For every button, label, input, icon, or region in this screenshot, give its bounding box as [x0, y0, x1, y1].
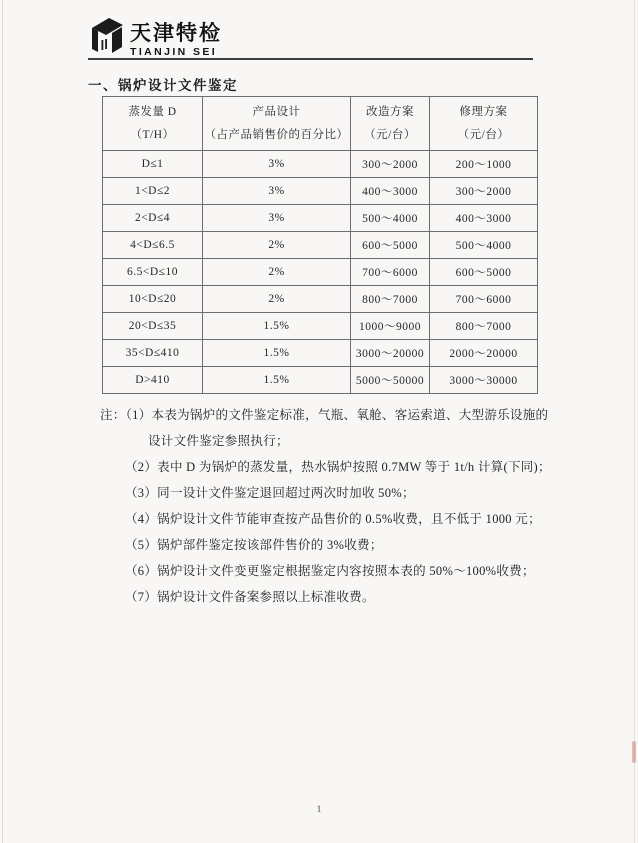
table-row — [103, 259, 538, 286]
cell-repair-fee: 500～4000 — [430, 232, 538, 259]
notes-label: 注： — [100, 408, 126, 422]
col-header-repair-plan: 修理方案 （元/台） — [430, 97, 538, 151]
logo-name-en: TIANJIN SEI — [130, 46, 218, 58]
note-line-4 — [125, 506, 570, 532]
cell-renovation-fee: 300～2000 — [351, 151, 430, 178]
col-header-evaporation: 蒸发量 D （T/H） — [103, 97, 203, 151]
cell-evaporation-range: 35<D≤410 — [103, 340, 203, 367]
note-number: （4） — [125, 512, 158, 526]
cell-product-design-pct: 2% — [203, 259, 351, 286]
note-line-3 — [125, 480, 570, 506]
cell-renovation-fee: 700～6000 — [351, 259, 430, 286]
table-row — [103, 232, 538, 259]
table-header-row — [103, 97, 538, 151]
scan-edge-left — [2, 0, 3, 843]
cell-product-design-pct: 3% — [203, 205, 351, 232]
note-number: （3） — [125, 486, 158, 500]
cell-renovation-fee: 5000～50000 — [351, 367, 430, 394]
cell-product-design-pct: 2% — [203, 286, 351, 313]
cell-product-design-pct: 1.5% — [203, 313, 351, 340]
logo-text — [130, 16, 222, 58]
table-row — [103, 178, 538, 205]
table-row — [103, 205, 538, 232]
red-ink-smudge — [632, 741, 636, 763]
note-text: 锅炉设计文件备案参照以上标准收费。 — [157, 590, 375, 604]
cell-repair-fee: 3000～30000 — [430, 367, 538, 394]
cell-renovation-fee: 800～7000 — [351, 286, 430, 313]
cell-renovation-fee: 500～4000 — [351, 205, 430, 232]
col-header-product-design: 产品设计 （占产品销售价的百分比） — [203, 97, 351, 151]
logo-name-cn: 天津特检 — [130, 22, 222, 45]
cell-product-design-pct: 3% — [203, 151, 351, 178]
cell-product-design-pct: 2% — [203, 232, 351, 259]
cell-repair-fee: 400～3000 — [430, 205, 538, 232]
note-number: （5） — [125, 538, 158, 552]
table-row — [103, 340, 538, 367]
notes-section — [100, 402, 570, 610]
table-row — [103, 286, 538, 313]
boiler-design-fee-table — [102, 96, 538, 394]
tianjin-sei-logo — [88, 16, 222, 58]
note-line-2 — [125, 454, 570, 480]
col-header-renovation-plan: 改造方案 （元/台） — [351, 97, 430, 151]
cell-evaporation-range: 1<D≤2 — [103, 178, 203, 205]
note-text: 本表为锅炉的文件鉴定标准，气瓶、氧舱、客运索道、大型游乐设施的 — [151, 408, 549, 422]
cell-evaporation-range: 6.5<D≤10 — [103, 259, 203, 286]
note-line-1 — [100, 402, 570, 428]
note-line-5 — [125, 532, 570, 558]
cell-renovation-fee: 3000～20000 — [351, 340, 430, 367]
page-number: 1 — [316, 805, 322, 815]
note-line-6 — [125, 558, 570, 584]
cell-evaporation-range: 4<D≤6.5 — [103, 232, 203, 259]
note-line-1-continued — [148, 428, 570, 454]
cell-renovation-fee: 600～5000 — [351, 232, 430, 259]
tianjin-sei-cube-icon — [88, 16, 126, 58]
cell-evaporation-range: D>410 — [103, 367, 203, 394]
cell-evaporation-range: 10<D≤20 — [103, 286, 203, 313]
header-rule — [88, 58, 533, 60]
note-number: （2） — [125, 460, 158, 474]
section-heading: 一、锅炉设计文件鉴定 — [88, 78, 238, 93]
cell-repair-fee: 300～2000 — [430, 178, 538, 205]
cell-repair-fee: 2000～20000 — [430, 340, 538, 367]
note-text: 表中 D 为锅炉的蒸发量，热水锅炉按照 0.7MW 等于 1t/h 计算(下同)； — [157, 460, 551, 474]
cell-product-design-pct: 1.5% — [203, 340, 351, 367]
note-text: 设计文件鉴定参照执行； — [148, 434, 289, 448]
note-text: 锅炉部件鉴定按该部件售价的 3%收费； — [157, 538, 383, 552]
cell-repair-fee: 600～5000 — [430, 259, 538, 286]
cell-renovation-fee: 1000～9000 — [351, 313, 430, 340]
note-text: 锅炉设计文件节能审查按产品售价的 0.5%收费，且不低于 1000 元； — [157, 512, 541, 526]
note-text: 锅炉设计文件变更鉴定根据鉴定内容按照本表的 50%～100%收费； — [157, 564, 535, 578]
cell-repair-fee: 800～7000 — [430, 313, 538, 340]
note-number: （1） — [125, 408, 152, 422]
cell-evaporation-range: 20<D≤35 — [103, 313, 203, 340]
cell-evaporation-range: D≤1 — [103, 151, 203, 178]
note-number: （6） — [125, 564, 158, 578]
note-text: 同一设计文件鉴定退回超过两次时加收 50%； — [157, 486, 415, 500]
table-row — [103, 367, 538, 394]
cell-product-design-pct: 3% — [203, 178, 351, 205]
note-line-7 — [125, 584, 570, 610]
cell-repair-fee: 700～6000 — [430, 286, 538, 313]
cell-evaporation-range: 2<D≤4 — [103, 205, 203, 232]
table-row — [103, 151, 538, 178]
cell-renovation-fee: 400～3000 — [351, 178, 430, 205]
cell-repair-fee: 200～1000 — [430, 151, 538, 178]
note-number: （7） — [125, 590, 158, 604]
scan-edge-right — [634, 0, 635, 843]
table-row — [103, 313, 538, 340]
cell-product-design-pct: 1.5% — [203, 367, 351, 394]
